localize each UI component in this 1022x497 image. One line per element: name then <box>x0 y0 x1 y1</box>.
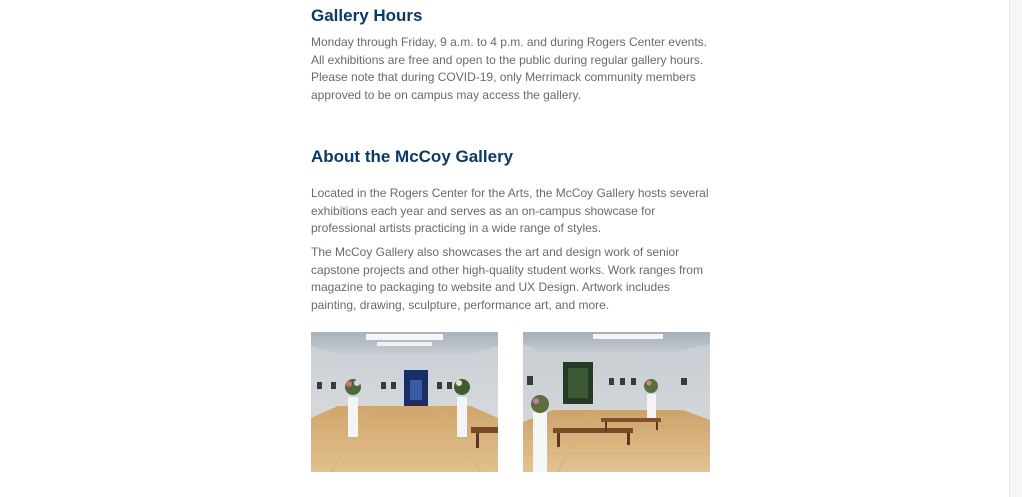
gallery-photo-1-image <box>311 332 498 472</box>
gallery-interior-photo-1[interactable] <box>311 332 498 472</box>
about-paragraph-1: Located in the Rogers Center for the Arts, the McCoy Gallery hosts several exhibitions each year and serves as an on-campus showcase for professional artists practicing in a wide range of styles. <box>311 186 709 235</box>
gallery-hours-text: Monday through Friday, 9 a.m. to 4 p.m. and during Rogers Center events. All exhibitions are free and open to the public during regular gallery hours. Please note that during COVID-19, only Merrimack community members approved to be on campus may access the gallery. <box>311 35 707 102</box>
gallery-interior-photo-2[interactable] <box>523 332 710 472</box>
gallery-hours-heading: Gallery Hours <box>311 6 423 25</box>
about-paragraph-2: The McCoy Gallery also showcases the art and design work of senior capstone projects and other high-quality student works. Work ranges from magazine to packaging to website and UX Design. Artwork includes painting, drawing, sculpture, performance art, and more. <box>311 245 703 312</box>
about-gallery-heading: About the McCoy Gallery <box>311 147 514 166</box>
gallery-photo-2-image <box>523 332 710 472</box>
page-scrollbar[interactable] <box>1009 0 1022 497</box>
